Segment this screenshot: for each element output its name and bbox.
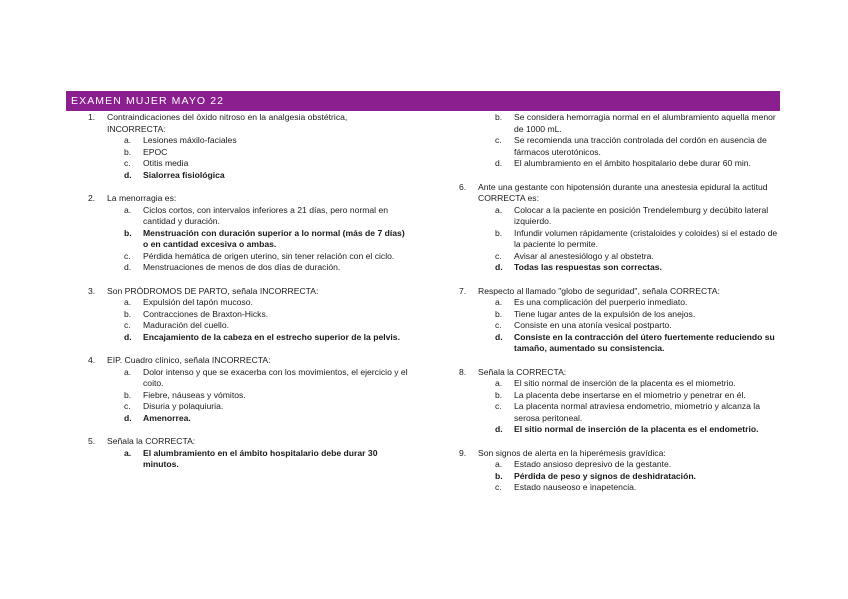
question-number: 3. (88, 285, 96, 296)
option-text: Menstruaciones de menos de dos días de duración. (143, 262, 341, 272)
question-2 (88, 193, 408, 274)
option-text: Es una complicación del puerperio inmediato. (514, 297, 688, 307)
right-column (459, 112, 781, 494)
question-number: 9. (459, 447, 467, 458)
options-list (478, 459, 781, 494)
option-c (107, 320, 408, 332)
option-b (478, 390, 781, 402)
option-letter: a. (124, 204, 132, 215)
option-letter: d. (495, 331, 503, 342)
question-number: 8. (459, 366, 467, 377)
options-list (107, 448, 408, 471)
option-c (478, 251, 781, 263)
option-a (478, 378, 781, 390)
question-text: Señala la CORRECTA: (478, 366, 567, 377)
option-text: Sialorrea fisiológica (143, 169, 225, 180)
option-c (478, 482, 781, 494)
options-list (107, 297, 408, 343)
question-text: Ante una gestante con hipotensión durante una anestesia epidural la actitud CORRECTA es: (478, 181, 768, 203)
option-letter: a. (124, 297, 132, 307)
option-text: Se considera hemorragia normal en el alumbramiento aquella menor de 1000 mL. (514, 112, 776, 134)
question-text: Señala la CORRECTA: (107, 436, 196, 446)
option-text: Estado nauseoso e inapetencia. (514, 482, 637, 492)
option-text: Estado ansioso depresivo de la gestante. (514, 459, 672, 469)
option-text: El sitio normal de inserción de la placenta es el endometrio. (514, 424, 759, 434)
option-c (478, 320, 781, 332)
options-list (107, 135, 408, 181)
question-text: La menorragia es: (107, 193, 177, 203)
option-text: Maduración del cuello. (143, 320, 229, 330)
option-text: Expulsión del tapón mucoso. (143, 297, 253, 307)
option-b (478, 112, 781, 135)
option-b (107, 309, 408, 321)
question-text: Respecto al llamado "globo de seguridad", señala CORRECTA: (478, 285, 720, 296)
option-letter: b. (495, 227, 503, 238)
option-letter: a. (495, 459, 503, 469)
option-letter: c. (495, 482, 502, 492)
option-text: Encajamiento de la cabeza en el estrecho superior de la pelvis. (143, 331, 400, 342)
question-number: 5. (88, 436, 96, 446)
option-a-correct (107, 448, 408, 471)
option-a (478, 459, 781, 471)
option-a (107, 367, 408, 390)
option-letter: c. (495, 135, 502, 145)
option-text: EPOC (143, 146, 168, 157)
question-number: 6. (459, 181, 467, 192)
option-letter: b. (124, 146, 132, 157)
option-d-correct (478, 332, 781, 355)
option-text: Disuria y polaquiuria. (143, 401, 224, 411)
options-list (478, 378, 781, 436)
option-text: Avisar al anestesiólogo y al obstetra. (514, 250, 654, 261)
option-letter: d. (124, 331, 132, 342)
option-d-correct (107, 332, 408, 344)
page-header (66, 91, 780, 111)
option-text: El sitio normal de inserción de la placenta es el miometrio. (514, 378, 736, 388)
options-list (478, 112, 781, 170)
option-a (107, 205, 408, 228)
option-letter: c. (495, 320, 502, 330)
option-text: Menstruación con duración superior a lo normal (más de 7 días) o en cantidad excesiva o ambas. (143, 227, 405, 249)
option-letter: b. (495, 470, 503, 481)
option-letter: b. (495, 112, 503, 122)
option-b-correct (107, 228, 408, 251)
question-1 (88, 112, 408, 181)
option-letter: b. (495, 308, 503, 319)
option-letter: d. (495, 262, 503, 272)
option-letter: d. (495, 158, 503, 168)
option-c (478, 135, 781, 158)
option-text: Colocar a la paciente en posición Trendelemburg y decúbito lateral izquierdo. (514, 204, 769, 226)
option-letter: d. (124, 262, 132, 272)
question-4 (88, 355, 408, 424)
question-number: 1. (88, 112, 96, 122)
option-letter: d. (124, 169, 132, 180)
option-d-correct (107, 413, 408, 425)
option-text: Consiste en la contracción del útero fuertemente reduciendo su tamaño, aumentado su consistencia. (514, 331, 775, 353)
options-list (478, 297, 781, 355)
option-text: Contracciones de Braxton-Hicks. (143, 308, 269, 319)
option-text: Fiebre, náuseas y vómitos. (143, 389, 246, 400)
option-text: Pérdida hemática de origen uterino, sin tener relación con el ciclo. (143, 250, 395, 261)
option-letter: c. (495, 250, 502, 261)
options-list (107, 205, 408, 274)
option-letter: c. (495, 401, 502, 411)
question-number: 4. (88, 355, 96, 365)
option-b (107, 390, 408, 402)
question-5-continued (459, 112, 781, 170)
question-text: Son signos de alerta en la hiperémesis gravídica: (478, 447, 666, 458)
option-d-correct (478, 262, 781, 274)
option-text: Amenorrea. (143, 412, 191, 423)
option-letter: b. (124, 227, 132, 238)
option-text: Infundir volumen rápidamente (cristaloides y coloides) si el estado de la paciente lo permite. (514, 227, 778, 249)
option-letter: b. (495, 389, 503, 400)
option-a (107, 135, 408, 147)
options-list (478, 205, 781, 274)
question-text: Contraindicaciones del óxido nitroso en la analgesia obstétrica, INCORRECTA: (107, 112, 348, 134)
option-letter: a. (495, 378, 503, 388)
question-8 (459, 367, 781, 436)
option-c (107, 158, 408, 170)
options-list (107, 367, 408, 425)
option-a (478, 205, 781, 228)
question-text: Son PRÓDROMOS DE PARTO, señala INCORRECTA: (107, 285, 319, 296)
question-7 (459, 286, 781, 355)
option-letter: a. (495, 204, 503, 215)
option-text: Consiste en una atonía vesical postparto. (514, 320, 672, 330)
option-text: La placenta normal atraviesa endometrio, miometrio y alcanza la serosa peritoneal. (514, 401, 761, 423)
option-b-correct (478, 471, 781, 483)
option-letter: c. (124, 158, 131, 168)
question-3 (88, 286, 408, 344)
option-d (107, 262, 408, 274)
option-a (107, 297, 408, 309)
option-letter: d. (124, 412, 132, 423)
option-c (107, 401, 408, 413)
option-c (107, 251, 408, 263)
option-text: Se recomienda una tracción controlada del cordón en ausencia de fármacos uterotónicos. (514, 135, 767, 157)
option-text: Lesiones máxilo-faciales (143, 135, 237, 145)
question-text: EIP. Cuadro clínico, señala INCORRECTA: (107, 355, 271, 365)
option-text: El alumbramiento en el ámbito hospitalario debe durar 60 min. (514, 158, 751, 168)
option-a (478, 297, 781, 309)
option-letter: b. (124, 389, 132, 400)
question-6 (459, 182, 781, 274)
option-d-correct (478, 424, 781, 436)
option-text: La placenta debe insertarse en el miometrio y penetrar en él. (514, 389, 746, 400)
option-letter: a. (124, 366, 132, 377)
option-letter: b. (124, 308, 132, 319)
question-9 (459, 448, 781, 494)
option-c (478, 401, 781, 424)
option-letter: c. (124, 250, 131, 261)
option-text: El alumbramiento en el ámbito hospitalario debe durar 30 minutos. (143, 447, 378, 469)
page-title: EXAMEN MUJER MAYO 22 (71, 95, 225, 107)
left-column (88, 112, 408, 471)
option-letter: d. (495, 424, 503, 434)
option-text: Otitis media (143, 158, 189, 168)
option-b (478, 228, 781, 251)
option-d-correct (107, 170, 408, 182)
option-text: Dolor intenso y que se exacerba con los movimientos, el ejercicio y el coito. (143, 366, 408, 388)
question-5 (88, 436, 408, 471)
option-b (478, 309, 781, 321)
option-text: Tiene lugar antes de la expulsión de los anejos. (514, 308, 696, 319)
option-letter: a. (124, 447, 132, 458)
option-letter: c. (124, 320, 131, 330)
option-d (478, 158, 781, 170)
option-letter: a. (124, 135, 132, 145)
question-number: 7. (459, 285, 467, 296)
option-text: Pérdida de peso y signos de deshidratación. (514, 470, 696, 481)
option-b (107, 147, 408, 159)
option-letter: c. (124, 401, 131, 411)
option-text: Ciclos cortos, con intervalos inferiores a 21 días, pero normal en cantidad y duración. (143, 204, 389, 226)
question-number: 2. (88, 193, 96, 203)
option-text: Todas las respuestas son correctas. (514, 262, 662, 272)
option-letter: a. (495, 297, 503, 307)
